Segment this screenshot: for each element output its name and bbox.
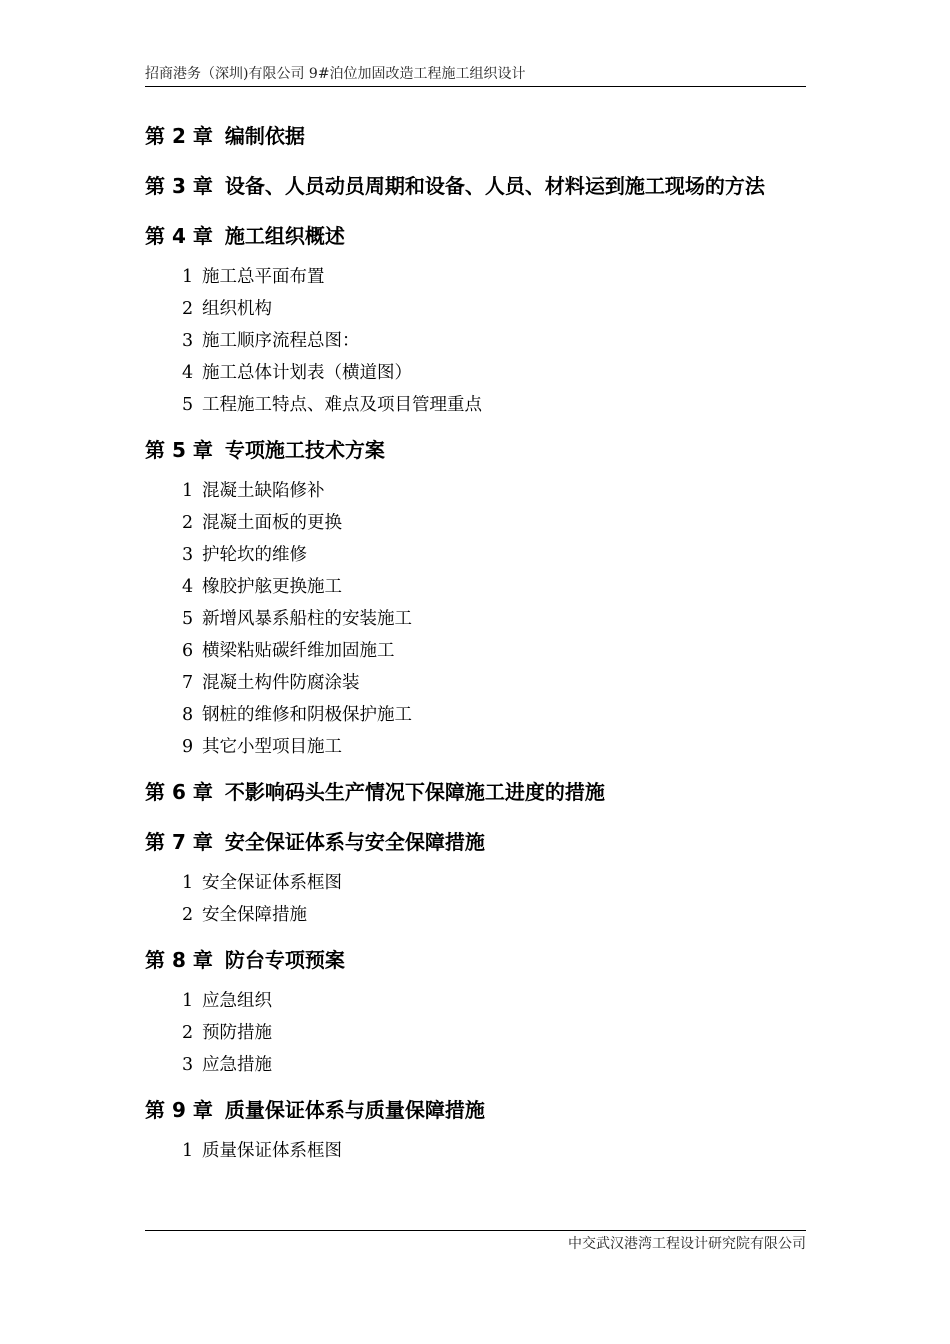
chapter-title: 编制依据 bbox=[224, 124, 305, 148]
toc-chapter-heading bbox=[145, 824, 815, 870]
toc-chapter-heading bbox=[145, 218, 815, 264]
section-title: 应急组织 bbox=[202, 991, 272, 1011]
section-number: 9 bbox=[182, 737, 194, 757]
section-number: 2 bbox=[182, 299, 194, 319]
toc-chapter-heading bbox=[145, 774, 815, 824]
chapter-title: 防台专项预案 bbox=[224, 948, 345, 972]
section-title: 工程施工特点、难点及项目管理重点 bbox=[202, 395, 482, 415]
section-title: 质量保证体系框图 bbox=[202, 1141, 342, 1161]
section-title: 预防措施 bbox=[202, 1023, 272, 1043]
chapter-title: 施工组织概述 bbox=[224, 224, 345, 248]
section-title: 安全保障措施 bbox=[202, 905, 307, 925]
section-title: 护轮坎的维修 bbox=[202, 545, 307, 565]
page-header bbox=[145, 64, 806, 87]
chapter-number: 第 9 章 bbox=[145, 1098, 213, 1122]
section-title: 钢桩的维修和阴极保护施工 bbox=[202, 705, 412, 725]
section-title: 混凝土构件防腐涂装 bbox=[202, 673, 360, 693]
chapter-number: 第 5 章 bbox=[145, 438, 213, 462]
chapter-number: 第 8 章 bbox=[145, 948, 213, 972]
toc-section-item bbox=[182, 542, 815, 574]
toc-section-item bbox=[182, 734, 815, 766]
section-number: 6 bbox=[182, 641, 194, 661]
section-number: 8 bbox=[182, 705, 194, 725]
toc-section-item bbox=[182, 988, 815, 1020]
section-title: 施工总体计划表（横道图） bbox=[202, 363, 412, 383]
section-number: 4 bbox=[182, 577, 194, 597]
toc-chapter-heading bbox=[145, 118, 815, 168]
chapter-number: 第 7 章 bbox=[145, 830, 213, 854]
section-number: 2 bbox=[182, 1023, 194, 1043]
chapter-number: 第 3 章 bbox=[145, 174, 213, 198]
section-number: 3 bbox=[182, 1055, 194, 1075]
section-title: 组织机构 bbox=[202, 299, 272, 319]
section-number: 3 bbox=[182, 545, 194, 565]
toc-section-item bbox=[182, 1138, 815, 1170]
toc-section-item bbox=[182, 902, 815, 934]
toc-chapter-heading bbox=[145, 1092, 815, 1138]
toc-section-item bbox=[182, 702, 815, 734]
section-title: 混凝土缺陷修补 bbox=[202, 481, 325, 501]
section-list bbox=[145, 988, 815, 1084]
footer-text: 中交武汉港湾工程设计研究院有限公司 bbox=[568, 1236, 806, 1252]
toc-section-item bbox=[182, 360, 815, 392]
table-of-contents bbox=[145, 118, 815, 1178]
toc-section-item bbox=[182, 328, 815, 360]
chapter-title: 专项施工技术方案 bbox=[224, 438, 385, 462]
chapter-number: 第 4 章 bbox=[145, 224, 213, 248]
toc-section-item bbox=[182, 478, 815, 510]
page-footer bbox=[145, 1230, 806, 1254]
section-number: 3 bbox=[182, 331, 194, 351]
toc-section-item bbox=[182, 670, 815, 702]
section-number: 7 bbox=[182, 673, 194, 693]
chapter-title: 质量保证体系与质量保障措施 bbox=[224, 1098, 485, 1122]
chapter-title: 不影响码头生产情况下保障施工进度的措施 bbox=[224, 780, 605, 804]
toc-section-item bbox=[182, 606, 815, 638]
section-number: 1 bbox=[182, 481, 194, 501]
section-title: 应急措施 bbox=[202, 1055, 272, 1075]
section-number: 5 bbox=[182, 395, 194, 415]
toc-section-item bbox=[182, 1052, 815, 1084]
header-text: 招商港务（深圳)有限公司 9#泊位加固改造工程施工组织设计 bbox=[145, 66, 526, 82]
toc-chapter-heading bbox=[145, 168, 815, 218]
toc-chapter-heading bbox=[145, 432, 815, 478]
toc-section-item bbox=[182, 392, 815, 424]
toc-section-item bbox=[182, 1020, 815, 1052]
section-number: 1 bbox=[182, 873, 194, 893]
section-number: 5 bbox=[182, 609, 194, 629]
toc-section-item bbox=[182, 264, 815, 296]
toc-chapter-heading bbox=[145, 942, 815, 988]
chapter-title: 安全保证体系与安全保障措施 bbox=[224, 830, 485, 854]
section-list bbox=[145, 478, 815, 766]
section-list bbox=[145, 870, 815, 934]
section-list bbox=[145, 1138, 815, 1170]
chapter-title: 设备、人员动员周期和设备、人员、材料运到施工现场的方法 bbox=[224, 174, 765, 198]
section-list bbox=[145, 264, 815, 424]
section-title: 新增风暴系船柱的安装施工 bbox=[202, 609, 412, 629]
section-title: 混凝土面板的更换 bbox=[202, 513, 342, 533]
section-title: 横梁粘贴碳纤维加固施工 bbox=[202, 641, 395, 661]
section-title: 安全保证体系框图 bbox=[202, 873, 342, 893]
section-title: 施工顺序流程总图： bbox=[202, 331, 360, 351]
section-number: 1 bbox=[182, 1141, 194, 1161]
section-number: 1 bbox=[182, 991, 194, 1011]
section-number: 2 bbox=[182, 905, 194, 925]
chapter-number: 第 2 章 bbox=[145, 124, 213, 148]
toc-section-item bbox=[182, 510, 815, 542]
toc-section-item bbox=[182, 574, 815, 606]
section-title: 其它小型项目施工 bbox=[202, 737, 342, 757]
section-title: 橡胶护舷更换施工 bbox=[202, 577, 342, 597]
toc-section-item bbox=[182, 638, 815, 670]
section-title: 施工总平面布置 bbox=[202, 267, 325, 287]
section-number: 1 bbox=[182, 267, 194, 287]
toc-section-item bbox=[182, 870, 815, 902]
chapter-number: 第 6 章 bbox=[145, 780, 213, 804]
section-number: 2 bbox=[182, 513, 194, 533]
toc-section-item bbox=[182, 296, 815, 328]
section-number: 4 bbox=[182, 363, 194, 383]
